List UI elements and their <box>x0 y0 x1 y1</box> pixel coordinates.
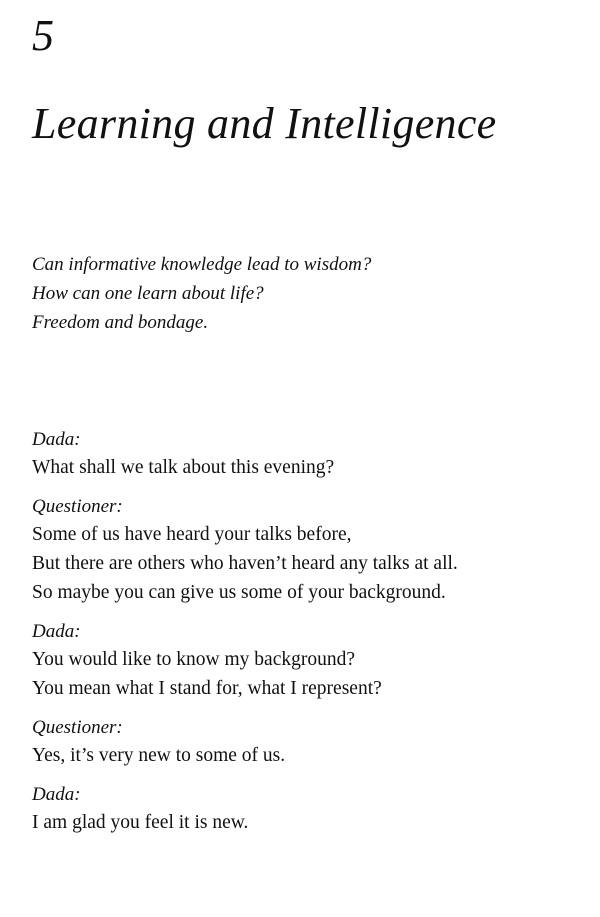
dialogue-line: You would like to know my background? <box>32 649 355 670</box>
dialogue-line: What shall we talk about this evening? <box>32 457 335 478</box>
chapter-title: Learning and Intelligence <box>32 99 497 148</box>
chapter-number: 5 <box>32 11 54 60</box>
speaker-name: Dada: <box>32 784 81 805</box>
speaker-name: Questioner: <box>32 496 123 517</box>
dialogue-turn <box>32 715 592 770</box>
dialogue-turn <box>32 494 592 607</box>
epigraph-line: Can informative knowledge lead to wisdom? <box>32 254 372 275</box>
dialogue <box>32 427 592 849</box>
dialogue-turn <box>32 619 592 703</box>
epigraph-line: How can one learn about life? <box>32 283 264 304</box>
dialogue-line: You mean what I stand for, what I represent? <box>32 678 382 699</box>
speaker-name: Dada: <box>32 621 81 642</box>
dialogue-line: Yes, it’s very new to some of us. <box>32 745 286 766</box>
dialogue-turn <box>32 427 592 482</box>
dialogue-turn <box>32 782 592 837</box>
dialogue-line: So maybe you can give us some of your background. <box>32 582 446 603</box>
speaker-name: Dada: <box>32 429 81 450</box>
dialogue-line: Some of us have heard your talks before, <box>32 524 352 545</box>
dialogue-line: I am glad you feel it is new. <box>32 812 249 833</box>
speaker-name: Questioner: <box>32 717 123 738</box>
epigraph-line: Freedom and bondage. <box>32 312 209 333</box>
dialogue-line: But there are others who haven’t heard any talks at all. <box>32 553 458 574</box>
chapter-epigraph <box>32 250 371 337</box>
